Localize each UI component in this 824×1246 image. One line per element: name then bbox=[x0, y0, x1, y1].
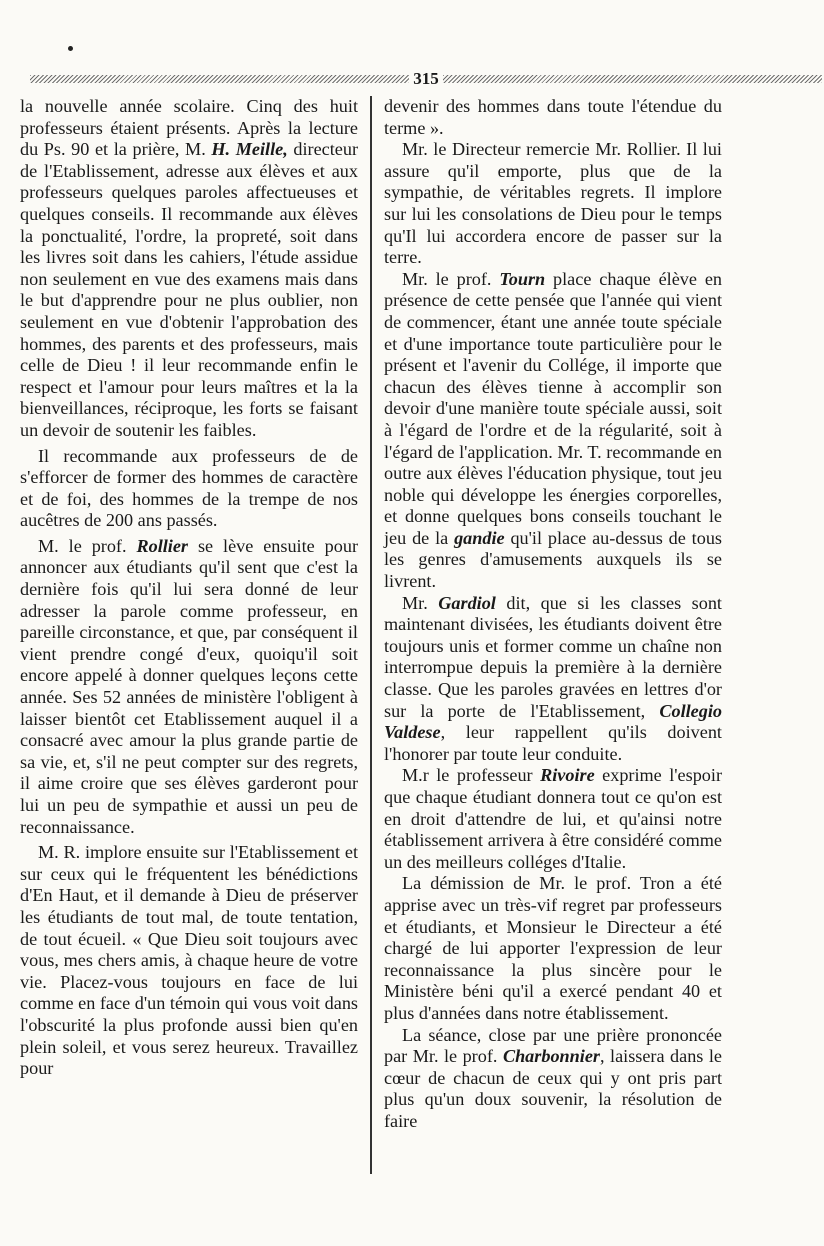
left-paragraph-1 bbox=[20, 96, 358, 442]
page-number: 315 bbox=[413, 69, 439, 88]
name-rollier: Rollier bbox=[136, 535, 189, 556]
left-paragraph-3 bbox=[20, 536, 358, 838]
text-run: directeur de l'Etablissement, adresse aux élèves et aux professeurs quelques paroles affectueuses et quelques conseils. Il recommande aux élèves la ponctualité, l'ordre, la propreté, soit dans les livres soit dans les cahiers, l'étude assidue non seulement en vue des examens mais dans le but d'apprendre pour ne plus oublier, non seulement en vue d'obtenir l'approbation des hommes, des parents et des professeurs, mais celle de Dieu ! il leur recommande enfin le respect et l'amour pour leurs maîtres et la la bienveillances, réciproque, les forts se faisant un devoir de soutenir les faibles. bbox=[20, 139, 358, 440]
text-run: la nouvelle année scolaire. Cinq des huit professeurs étaient présents. Après la lecture du Ps. 90 et la prière, M. bbox=[20, 96, 358, 160]
term-gandie: gandie bbox=[454, 527, 505, 548]
text-run: , leur rappellent qu'ils doivent l'honorer par toute leur conduite. bbox=[384, 722, 722, 764]
text-run: Mr. bbox=[402, 592, 439, 613]
text-run: , laissera dans le cœur de chacun de ceux qui y ont pris part plus qu'un doux souvenir, la résolution de faire bbox=[384, 1046, 723, 1131]
term-collegio-valdese: Collegio Valdese bbox=[384, 700, 722, 743]
name-tourn: Tourn bbox=[499, 268, 546, 289]
page-header bbox=[30, 68, 822, 90]
column-divider bbox=[370, 96, 372, 1174]
text-run: M. le prof. bbox=[38, 535, 137, 556]
left-column bbox=[20, 96, 358, 1080]
text-run: La séance, close par une prière prononcée par Mr. le prof. bbox=[384, 1024, 722, 1067]
name-meille: H. Meille, bbox=[211, 139, 288, 160]
text-run: dit, que si les classes sont maintenant divisées, les étudiants doivent être toujours unis et former comme un chaîne non interrompue depuis la première à la dernière classe. Que les paroles gravées en lettres d'or sur la porte de l'Etablissement, bbox=[384, 592, 722, 721]
text-run: qu'il place au-dessus de tous les genres d'amusements auxquels ils se livrent. bbox=[384, 527, 723, 592]
right-paragraph-7 bbox=[384, 1025, 722, 1133]
name-charbonnier: Charbonnier bbox=[502, 1046, 600, 1067]
text-run: exprime l'espoir que chaque étudiant donnera tout ce qu'on est en droit d'attendre de lui, et qu'ainsi notre établissement arrivera à être considéré comme un des meilleurs colléges d'Italie. bbox=[384, 765, 723, 872]
text-run: M.r le professeur bbox=[402, 765, 541, 786]
right-paragraph-4 bbox=[384, 593, 722, 766]
ink-speck bbox=[68, 46, 73, 51]
right-paragraph-1: devenir des hommes dans toute l'étendue du terme ». bbox=[384, 96, 722, 138]
right-paragraph-6: La démission de Mr. le prof. Tron a été apprise avec un très-vif regret par professeurs et étudiants, et Monsieur le Directeur a été chargé de lui apporter l'expression de leur reconnaissance la plus sincère pour le Ministère béni qu'il a exercé pendant 40 et plus d'années dans notre établissement. bbox=[384, 873, 722, 1023]
header-rule-right bbox=[443, 75, 822, 83]
text-run: place chaque élève en présence de cette pensée que l'année qui vient de commencer, étant une année toute spéciale et d'une importance toute particulière pour le présent et l'avenir du Collége, il importe que chacun des élèves tienne à accomplir son devoir d'une manière toute spéciale aussi, soit à l'égard de l'ordre et de la régularité, soit à l'égard de l'application. Mr. T. recommande en outre aux élèves l'éducation physique, tout jeu noble qui développe les énergies corporelles, et donne quelques bons conseils touchant le jeu de la bbox=[384, 268, 722, 548]
text-run: Mr. le prof. bbox=[402, 268, 500, 289]
left-paragraph-2: Il recommande aux professeurs de de s'efforcer de former des hommes de caractère et de foi, des hommes de la trempe de nos aucêtres de 200 ans passés. bbox=[20, 445, 358, 531]
header-rule-left bbox=[30, 75, 409, 83]
right-paragraph-3 bbox=[384, 269, 722, 593]
text-run: se lève ensuite pour annoncer aux étudiants qu'il sent que c'est la dernière fois qu'il lui sera donné de leur adresser la parole comme professeur, en pareille circonstance, et que, par conséquent il vient prendre congé d'eux, quoiqu'il soit encore appelé à donner quelques leçons cette année. Ses 52 années de ministère l'obligent à laisser bientôt cet Etablissement auquel il a consacré avec amour la plus grande partie de sa vie, et, s'il ne peut compter sur des regrets, il aime croire que ses élèves garderont pour lui un peu de sympathie et aussi un peu de reconnaissance. bbox=[20, 535, 358, 837]
right-column bbox=[384, 96, 722, 1133]
right-paragraph-5 bbox=[384, 765, 722, 873]
left-paragraph-4: M. R. implore ensuite sur l'Etablissement et sur ceux qui le fréquentent les bénédictions d'En Haut, et il demande à Dieu de préserver les étudiants de tout mal, de toute tentation, de tout écueil. « Que Dieu soit toujours avec vous, mes chers amis, à chaque heure de votre vie. Placez-vous toujours en face de lui comme en face d'un témoin qui vous voit dans l'obscurité la plus profonde aussi bien qu'en plein soleil, et vous serez heureux. Travaillez pour bbox=[20, 842, 358, 1079]
name-gardiol: Gardiol bbox=[438, 592, 496, 613]
right-paragraph-2: Mr. le Directeur remercie Mr. Rollier. Il lui assure qu'il emporte, plus que de la sympathie, de véritables regrets. Il implore sur lui les consolations de Dieu pour le temps qu'Il lui accordera encore de passer sur la terre. bbox=[384, 139, 722, 268]
name-rivoire: Rivoire bbox=[540, 765, 595, 786]
